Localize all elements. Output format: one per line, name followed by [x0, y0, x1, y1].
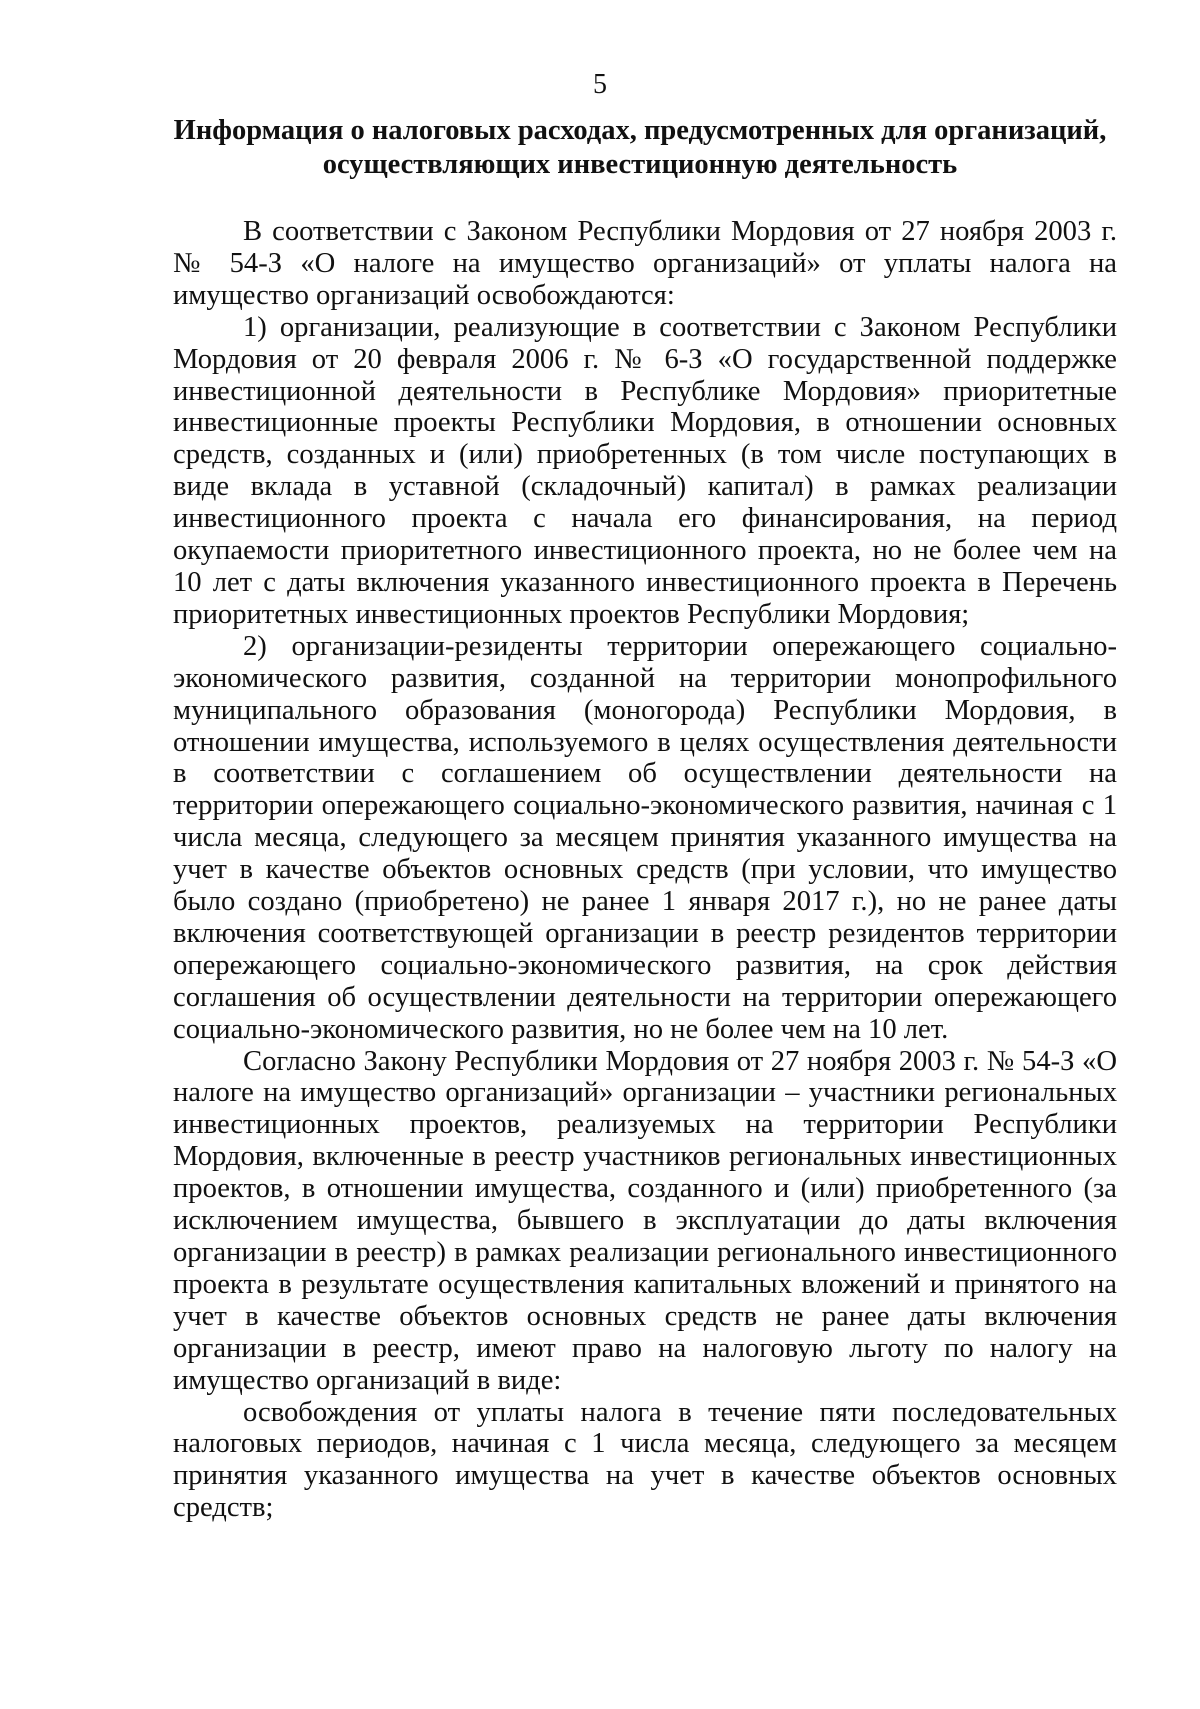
paragraph-item-1: 1) организации, реализующие в соответствии с Законом Республики Мордовия от 20 февраля 2006 г. № 6-З «О государственной поддержке инвестиционной деятельности в Республике Мордовия» приоритетные инвестиционные проекты Республики Мордовия, в отношении основных средств, созданных и (или) приобретенных (в том числе поступающих в виде вклада в уставной (складочный) капитал) в рамках реализации инвестиционного проекта с начала его финансирования, на период окупаемости приоритетного инвестиционного проекта, но не более чем на 10 лет с даты включения указанного инвестиционного проекта в Перечень приоритетных инвестиционных проектов Республики Мордовия; — [173, 311, 1117, 630]
paragraph-exemption: освобождения от уплаты налога в течение пяти последовательных налоговых периодов, начиная с 1 числа месяца, следующего за месяцем принятия указанного имущества на учет в качестве объектов основных средств; — [173, 1396, 1117, 1524]
paragraph-regional-projects: Согласно Закону Республики Мордовия от 27 ноября 2003 г. № 54-З «О налоге на имущество организаций» организации – участники региональных инвестиционных проектов, реализуемых на территории Республики Мордовия, включенные в реестр участников региональных инвестиционных проектов, в отношении имущества, созданного и (или) приобретенного (за исключением имущества, бывшего в эксплуатации до даты включения организации в реестр) в рамках реализации регионального инвестиционного проекта в результате осуществления капитальных вложений и принятого на учет в качестве объектов основных средств не ранее даты включения организации в реестр, имеют право на налоговую льготу по налогу на имущество организаций в виде: — [173, 1045, 1117, 1396]
page-number: 5 — [593, 69, 607, 100]
document-body — [173, 216, 1117, 1524]
document-title-line-1: Информация о налоговых расходах, предусмотренных для организаций, — [173, 115, 1107, 146]
paragraph-intro: В соответствии с Законом Республики Мордовия от 27 ноября 2003 г. № 54-З «О налоге на имущество организаций» от уплаты налога на имущество организаций освобождаются: — [173, 216, 1117, 311]
document-title-line-2: осуществляющих инвестиционную деятельность — [322, 149, 958, 180]
document-title — [160, 114, 1120, 182]
paragraph-item-2: 2) организации-резиденты территории опережающего социально-экономического развития, созданной на территории монопрофильного муниципального образования (моногорода) Республики Мордовия, в отношении имущества, используемого в целях осуществления деятельности в соответствии с соглашением об осуществлении деятельности на территории опережающего социально-экономического развития, начиная с 1 числа месяца, следующего за месяцем принятия указанного имущества на учет в качестве объектов основных средств (при условии, что имущество было создано (приобретено) не ранее 1 января 2017 г.), но не ранее даты включения соответствующей организации в реестр резидентов территории опережающего социально-экономического развития, на срок действия соглашения об осуществлении деятельности на территории опережающего социально-экономического развития, но не более чем на 10 лет. — [173, 630, 1117, 1045]
